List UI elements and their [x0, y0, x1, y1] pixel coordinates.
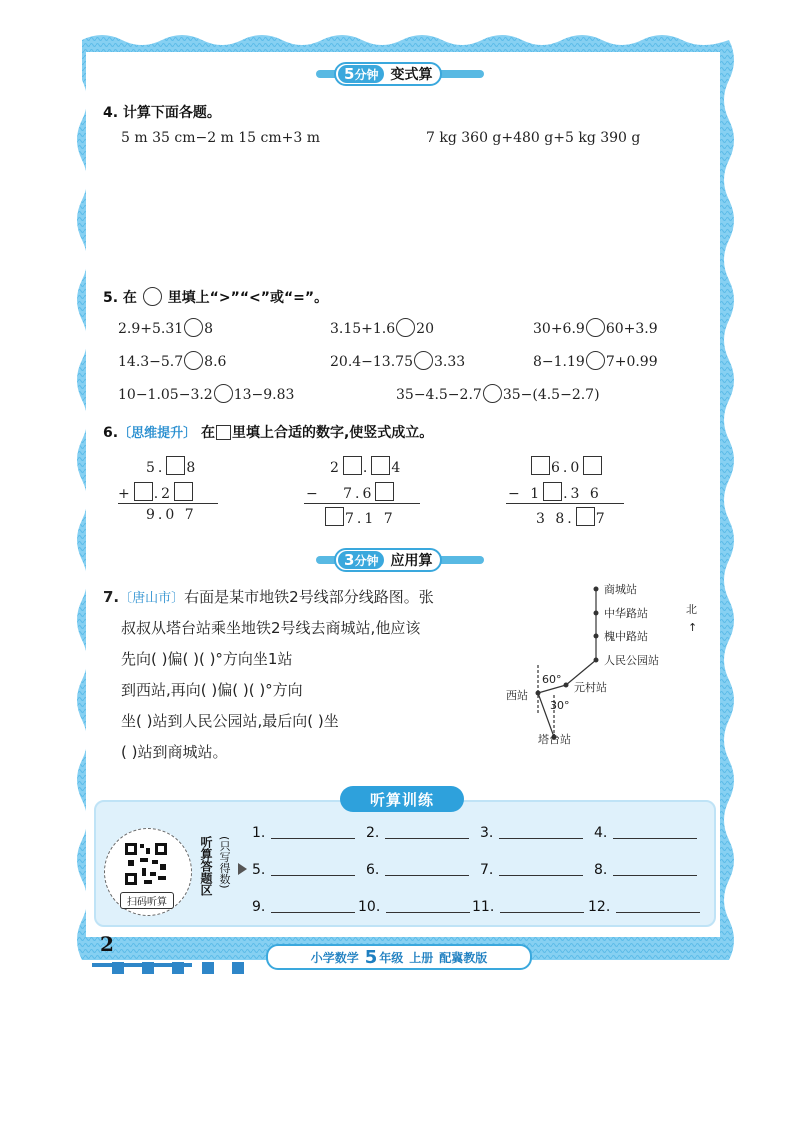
q5-title: 5. 在 里填上“>”“<”或“=”。 [103, 287, 328, 307]
answer-circle[interactable] [396, 318, 415, 337]
q6-p3-line1: 6.0 [530, 456, 603, 476]
q5-item: 8−1.19 7+0.99 [533, 351, 658, 370]
answer-slot[interactable]: 6. [366, 861, 469, 878]
answer-slot[interactable]: 7. [480, 861, 583, 878]
digit-box[interactable] [371, 456, 390, 475]
q6-p1-rule [118, 503, 218, 504]
q5-item: 35−4.5−2.7 35−(4.5−2.7) [396, 384, 600, 403]
q7-line: 先向( )偏( )( )°方向坐1站 [121, 650, 293, 668]
answer-slot[interactable]: 11. [472, 898, 584, 915]
answer-slot[interactable]: 3. [480, 824, 583, 841]
q5-item: 10−1.05−3.2 13−9.83 [118, 384, 294, 403]
station-label: 元村站 [574, 681, 607, 694]
answer-slot[interactable]: 5. [252, 861, 355, 878]
digit-box[interactable] [576, 507, 595, 526]
q5-item: 14.3−5.7 8.6 [118, 351, 226, 370]
qr-label: 扫码听算 [120, 892, 174, 909]
digit-box[interactable] [343, 456, 362, 475]
answer-circle[interactable] [184, 351, 203, 370]
angle-label: 30° [550, 699, 570, 712]
q4-expr1: 5 m 35 cm−2 m 15 cm+3 m [121, 130, 321, 146]
q7-line: 到西站,再向( )偏( )( )°方向 [121, 681, 303, 699]
answer-circle[interactable] [214, 384, 233, 403]
section-header-3min: 3 分钟 应用算 [316, 548, 484, 572]
answer-circle[interactable] [184, 318, 203, 337]
q6-p3-result: 3 8. 7 [536, 507, 608, 527]
q6-title: 6.〔思维提升〕 在 里填上合适的数字,使竖式成立。 [103, 425, 434, 441]
footer-book-label: 小学数学 5 年级 上册 配冀教版 [266, 944, 532, 970]
play-triangle-icon [238, 863, 247, 875]
q5-item: 3.15+1.6 20 [330, 318, 434, 337]
answer-slot[interactable]: 9. [252, 898, 355, 915]
station-label: 塔台站 [538, 733, 571, 746]
q6-p1-result: 9.0 7 [146, 507, 197, 523]
answer-slot[interactable]: 4. [594, 824, 697, 841]
q6-p3-line2: − 1 .3 6 [508, 482, 602, 502]
answer-circle[interactable] [586, 351, 605, 370]
footer-ticks [112, 962, 252, 974]
listening-title: 听算训练 [340, 786, 464, 812]
answer-circle[interactable] [414, 351, 433, 370]
digit-box[interactable] [325, 507, 344, 526]
q6-p2-line1: 2 . 4 [330, 456, 403, 476]
circle-icon [143, 287, 162, 306]
north-label: 北 [686, 603, 697, 616]
answer-slot[interactable]: 8. [594, 861, 697, 878]
digit-box[interactable] [375, 482, 394, 501]
answer-slot[interactable]: 1. [252, 824, 355, 841]
digit-box[interactable] [174, 482, 193, 501]
north-arrow-icon: ↑ [688, 621, 698, 634]
digit-box[interactable] [166, 456, 185, 475]
answer-slot[interactable]: 10. [358, 898, 470, 915]
q6-p1-line2: + .2 [118, 482, 194, 502]
answer-circle[interactable] [586, 318, 605, 337]
answer-circle[interactable] [483, 384, 502, 403]
q7-line: 叔叔从塔台站乘坐地铁2号线去商城站,他应该 [121, 619, 421, 637]
digit-box[interactable] [134, 482, 153, 501]
q7-line: 坐( )站到人民公园站,最后向( )坐 [121, 712, 339, 730]
page-number: 2 [100, 932, 114, 956]
q5-item: 30+6.9 60+3.9 [533, 318, 658, 337]
answer-area-label: 听算答题区 (只写得数) [199, 836, 231, 896]
answer-slot[interactable]: 12. [588, 898, 700, 915]
q7-line: 7.〔唐山市〕右面是某市地铁2号线部分线路图。张 [103, 588, 434, 606]
digit-box[interactable] [543, 482, 562, 501]
digit-box[interactable] [583, 456, 602, 475]
box-icon [216, 425, 231, 440]
q7-line: ( )站到商城站。 [121, 743, 228, 761]
q6-p2-line2: − 7.6 [306, 482, 395, 502]
station-label: 商城站 [604, 583, 637, 596]
q6-p3-rule [506, 503, 624, 504]
section-header-5min: 5 分钟 变式算 [316, 62, 484, 86]
station-label: 西站 [506, 689, 528, 702]
q4-title: 4. 计算下面各题。 [103, 105, 221, 121]
q6-p2-result: 7.1 7 [324, 507, 396, 527]
angle-label: 60° [542, 673, 562, 686]
q5-item: 2.9+5.31 8 [118, 318, 213, 337]
subway-map [500, 575, 730, 755]
q4-expr2: 7 kg 360 g+480 g+5 kg 390 g [426, 130, 641, 146]
station-label: 人民公园站 [604, 654, 659, 667]
station-label: 槐中路站 [604, 630, 648, 643]
digit-box[interactable] [531, 456, 550, 475]
station-label: 中华路站 [604, 607, 648, 620]
qr-code-icon [124, 842, 168, 886]
q6-p1-line1: 5. 8 [146, 456, 198, 476]
q6-p2-rule [304, 503, 420, 504]
answer-slot[interactable]: 2. [366, 824, 469, 841]
q5-item: 20.4−13.75 3.33 [330, 351, 465, 370]
